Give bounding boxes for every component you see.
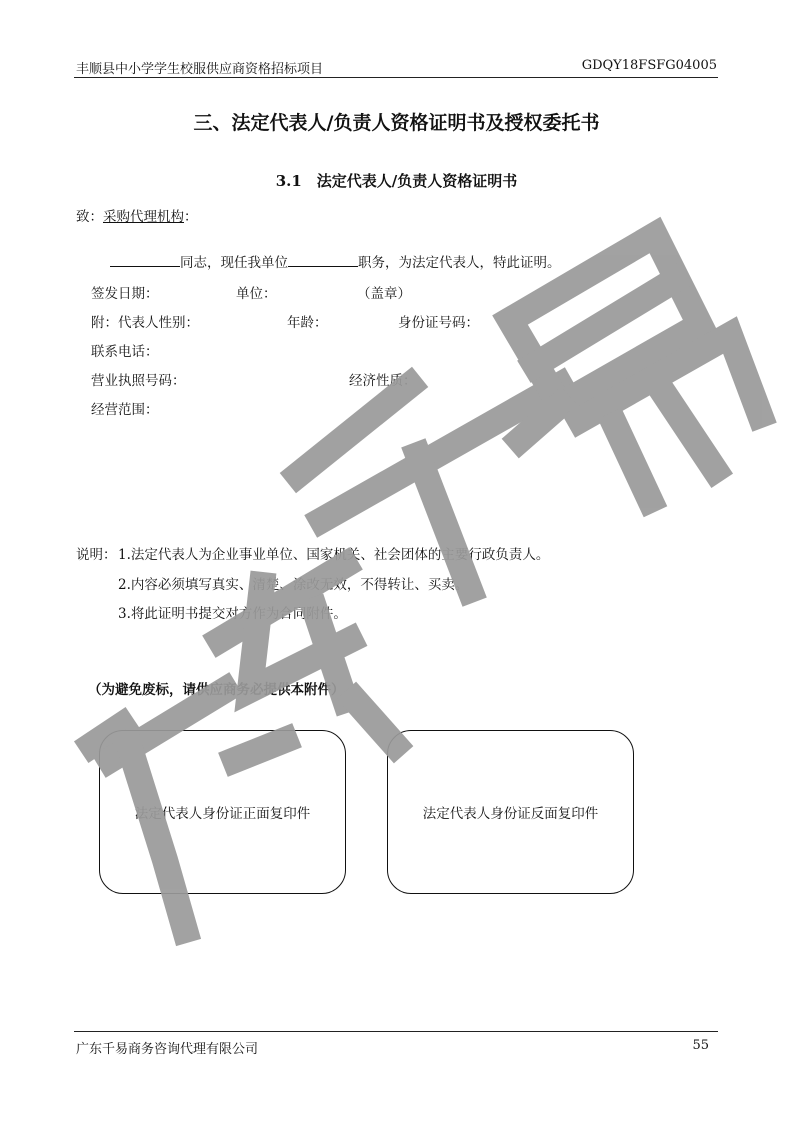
unit-label: 单位： <box>236 286 277 302</box>
page-title: 三、法定代表人/负责人资格证明书及授权委托书 <box>193 112 600 134</box>
reminder-text: （为避免废标，请供应商务必提供本附件） <box>88 682 345 698</box>
economy-label: 经济性质： <box>349 373 417 389</box>
page-number: 55 <box>692 1038 709 1053</box>
id-front-label: 法定代表人身份证正面复印件 <box>134 806 311 822</box>
id-back-box <box>387 730 634 894</box>
addressee-suffix: ： <box>184 209 198 225</box>
age-label: 年龄： <box>287 315 328 331</box>
note-item-1: 1.法定代表人为企业事业单位、国家机关、社会团体的主要行政负责人。 <box>118 547 550 563</box>
seal-label: （盖章） <box>357 286 411 302</box>
statement-part2: 职务，为法定代表人，特此证明。 <box>358 255 561 271</box>
license-label: 营业执照号码： <box>91 373 186 389</box>
gender-label: 附：代表人性别： <box>91 315 199 331</box>
id-front-box <box>99 730 346 894</box>
position-blank[interactable] <box>288 252 358 267</box>
note-item-3: 3.将此证明书提交对方作为合同附件。 <box>118 606 347 622</box>
footer-divider <box>74 1031 718 1032</box>
name-blank[interactable] <box>110 252 180 267</box>
id-back-label: 法定代表人身份证反面复印件 <box>422 806 599 822</box>
note-item-2: 2.内容必须填写真实、清楚、涂改无效，不得转让、买卖。 <box>118 577 469 593</box>
section-title: 3.1 法定代表人/负责人资格证明书 <box>275 172 518 190</box>
header-code: GDQY18FSFG04005 <box>581 58 717 73</box>
footer-company: 广东千易商务咨询代理有限公司 <box>76 1042 259 1057</box>
addressee-prefix: 致： <box>76 209 103 225</box>
addressee <box>76 205 198 225</box>
phone-label: 联系电话： <box>91 344 159 360</box>
issue-date-label: 签发日期： <box>91 286 159 302</box>
statement-line <box>110 251 561 271</box>
statement-part1: 同志，现任我单位 <box>180 255 288 271</box>
scope-label: 经营范围： <box>91 402 159 418</box>
header-divider <box>74 77 718 78</box>
id-number-label: 身份证号码： <box>398 315 479 331</box>
addressee-target: 采购代理机构 <box>103 209 184 225</box>
header-project: 丰顺县中小学学生校服供应商资格招标项目 <box>76 62 324 77</box>
notes-prefix: 说明： <box>76 547 117 563</box>
